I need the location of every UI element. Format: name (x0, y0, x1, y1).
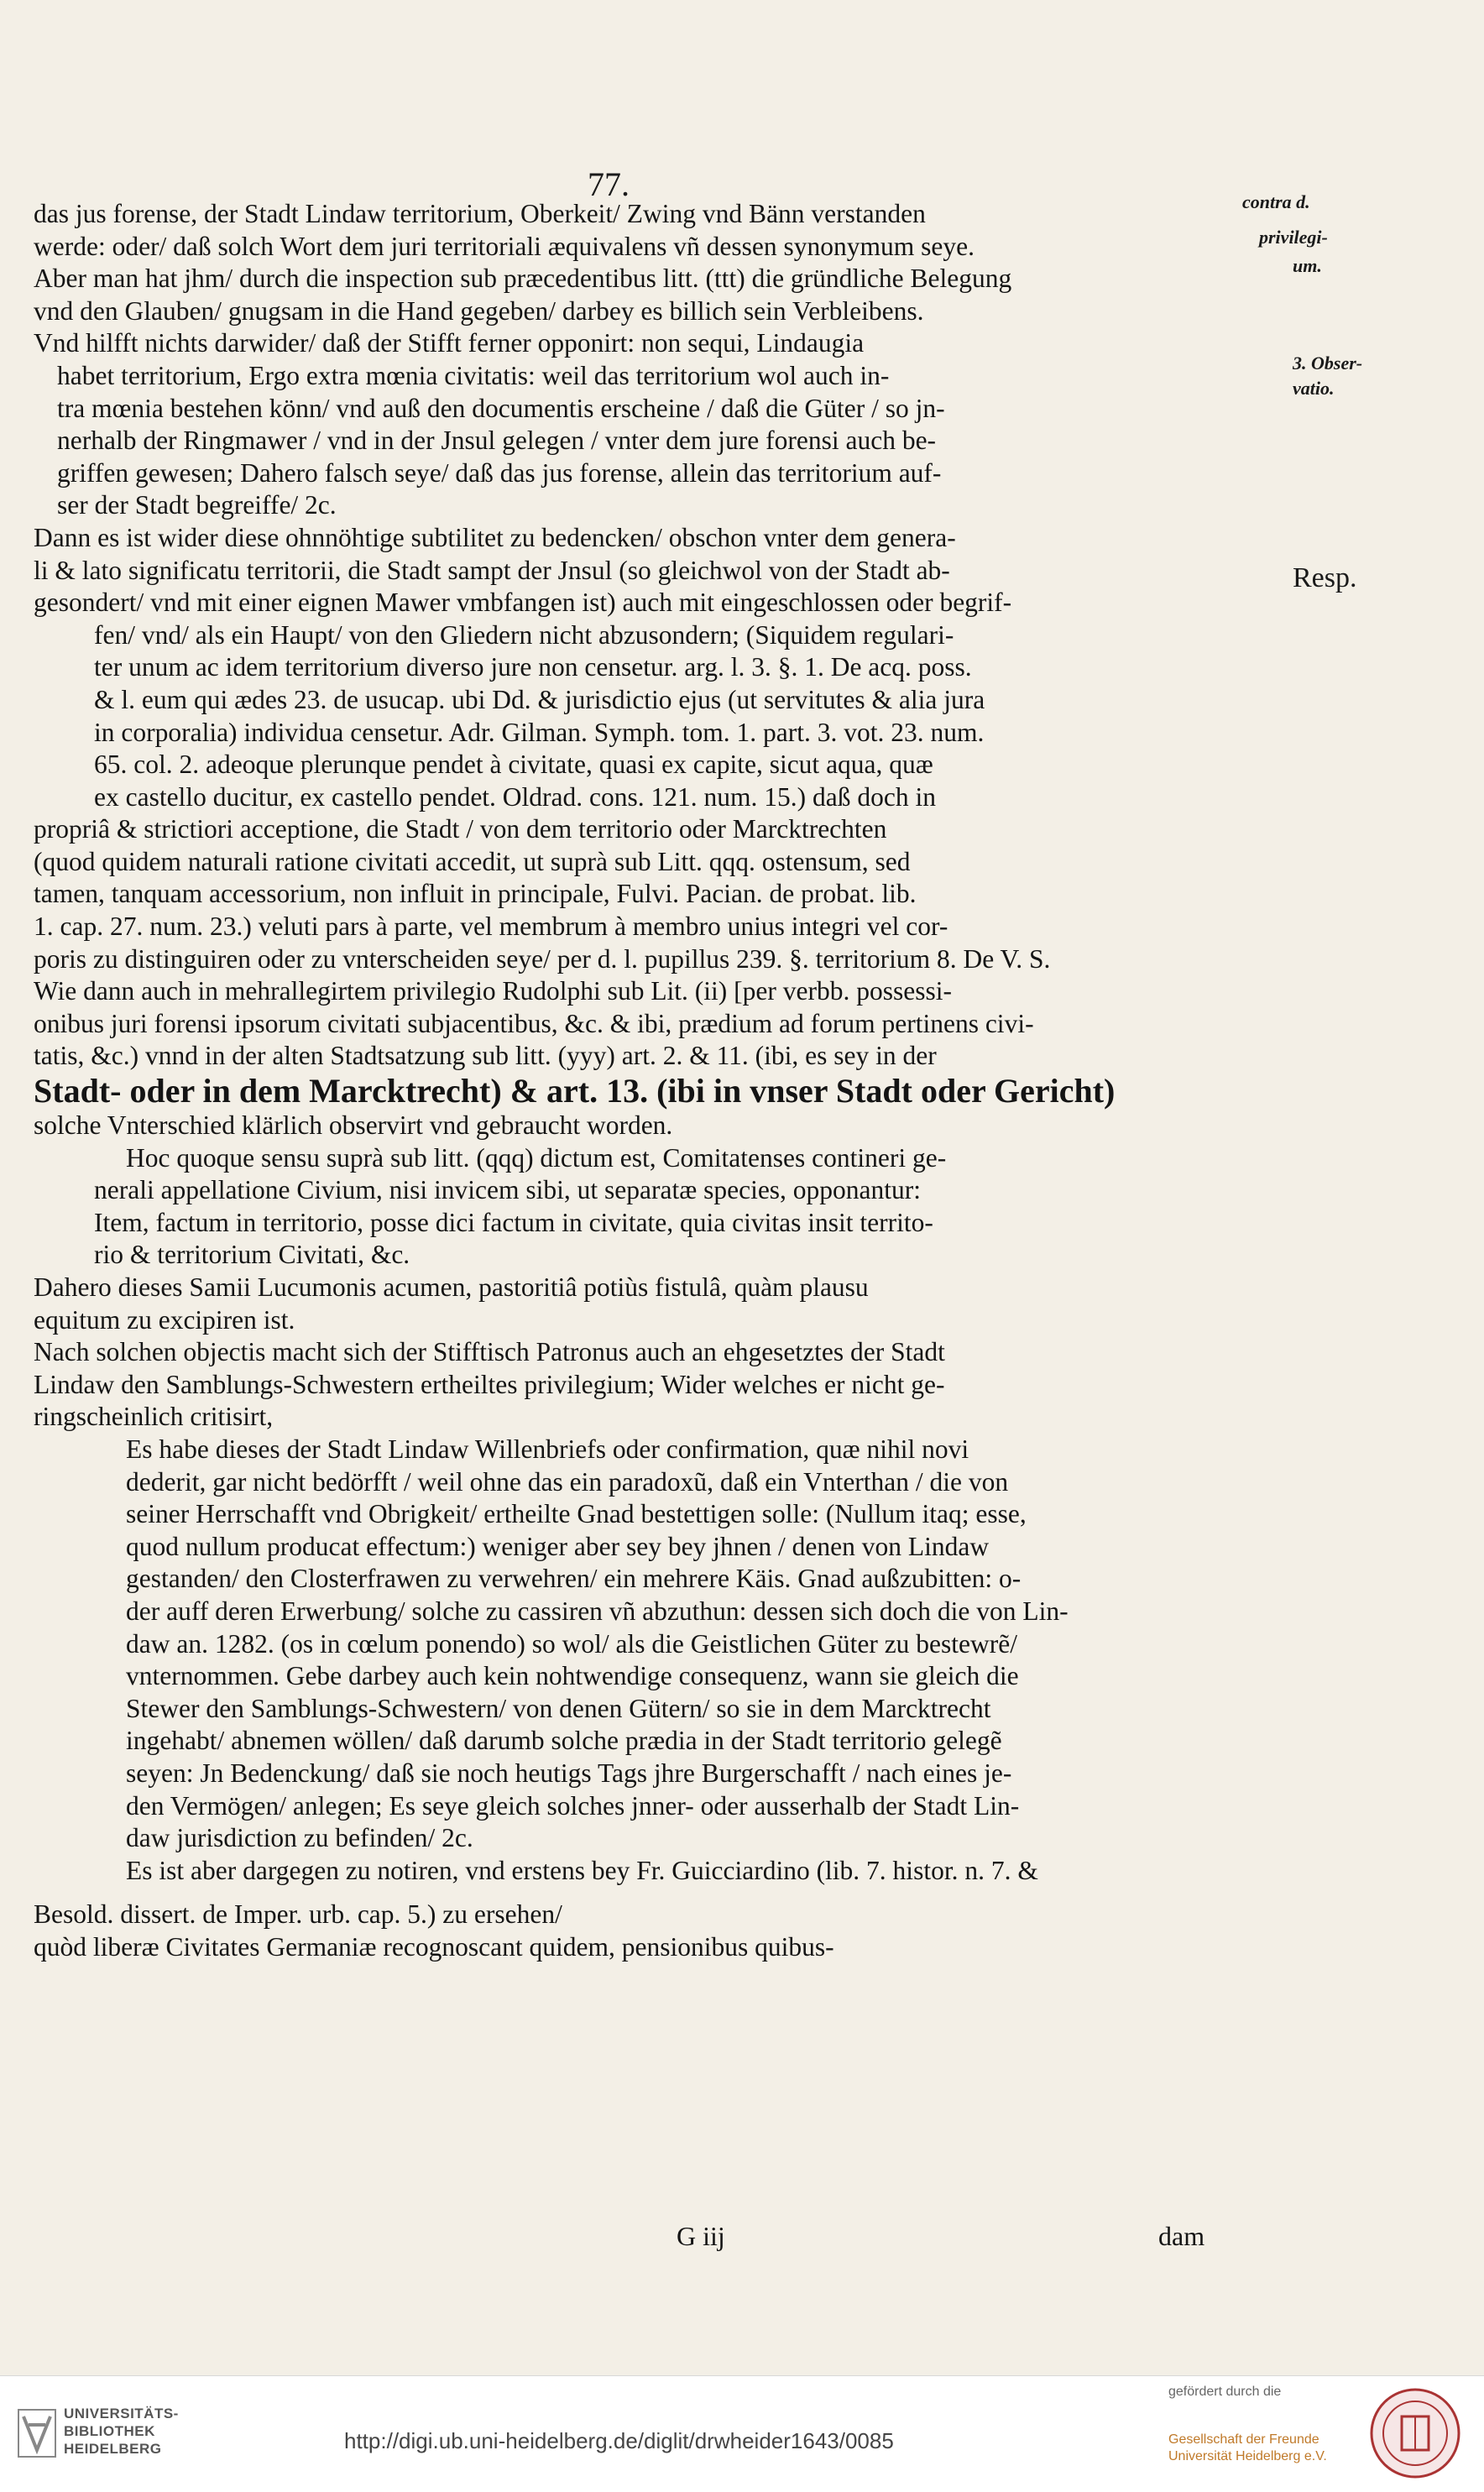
text-line: werde: oder/ daß solch Wort dem juri territoriali æquivalens vñ dessen synonymum seye. (34, 231, 975, 261)
text-line: daw an. 1282. (os in cœlum ponendo) so wol/ als die Geistlichen Güter zu bestewrẽ/ (126, 1628, 1018, 1659)
text-line: Stewer den Samblungs-Schwestern/ von denen Gütern/ so sie in dem Marcktrecht (126, 1693, 991, 1723)
text-line: 1. cap. 27. num. 23.) veluti pars à parte, vel membrum à membro unius integri vel cor- (34, 912, 948, 942)
library-logo-icon (15, 2406, 59, 2460)
library-name (64, 2405, 179, 2458)
text-line: quod nullum producat effectum:) weniger aber sey bey jhnen / denen von Lindaw (126, 1531, 990, 1561)
text-line: ter unum ac idem territorium diverso jure non censetur. arg. l. 3. §. 1. De acq. poss. (94, 652, 972, 682)
text-line: Besold. dissert. de Imper. urb. cap. 5.) zu ersehen/ (34, 1899, 562, 1930)
text-line: tamen, tanquam accessorium, non influit in principale, Fulvi. Pacian. de probat. lib. (34, 879, 917, 909)
library-name-line: UNIVERSITÄTS- (64, 2406, 179, 2421)
text-line: ser der Stadt begreiffe/ 2c. (57, 490, 337, 520)
text-line: vnd den Glauben/ gnugsam in die Hand gegeben/ darbey es billich sein Verbleibens. (34, 295, 924, 326)
text-line: Vnd hilfft nichts darwider/ daß der Stifft ferner opponirt: non sequi, Lindaugia (34, 328, 865, 358)
sponsor-name-line: Universität Heidelberg e.V. (1168, 2449, 1327, 2463)
permalink-url[interactable]: http://digi.ub.uni-heidelberg.de/diglit/drwheider1643/0085 (344, 2428, 894, 2453)
sponsor-label: gefördert durch die (1168, 2385, 1282, 2399)
marginal-note-vatio: vatio. (1293, 378, 1335, 399)
text-line: gesondert/ vnd mit einer eignen Mawer vmbfangen ist) auch mit eingeschlossen oder begrif- (34, 588, 1012, 618)
text-line: ringscheinlich critisirt, (34, 1402, 274, 1432)
text-line: daw jurisdiction zu befinden/ 2c. (126, 1823, 473, 1853)
text-line: seiner Herrschafft vnd Obrigkeit/ ertheilte Gnad bestettigen solle: (Nullum itaq; esse, (126, 1499, 1027, 1529)
text-line: den Vermögen/ anlegen; Es seye gleich solches jnner- oder ausserhalb der Stadt Lin- (126, 1790, 1020, 1821)
text-line: Aber man hat jhm/ durch die inspection sub præcedentibus litt. (ttt) die gründliche Belegung (34, 264, 1012, 294)
text-line: seyen: Jn Bedenckung/ daß sie noch heutigs Tags jhre Burgerschafft / nach eines je- (126, 1758, 1012, 1788)
text-line: onibus juri forensi ipsorum civitati subjacentibus, &c. & ibi, prædium ad forum pertinens civi- (34, 1008, 1034, 1038)
page-number: 77. (588, 165, 630, 203)
text-line: quòd liberæ Civitates Germaniæ recognoscant quidem, pensionibus quibus- (34, 1931, 834, 1962)
viewer-footer (0, 2375, 1484, 2492)
text-line: propriâ & strictiori acceptione, die Stadt / von dem territorio oder Marcktrechten (34, 814, 887, 844)
text-line: dederit, gar nicht bedörfft / weil ohne das ein paradoxũ, daß ein Vnterthan / die von (126, 1466, 1009, 1497)
text-line: Es ist aber dargegen zu notiren, vnd erstens bey Fr. Guicciardino (lib. 7. histor. n. 7. & (126, 1855, 1038, 1885)
text-line: poris zu distinguiren oder zu vnterscheiden seye/ per d. l. pupillus 239. §. territorium 8. De V. S. (34, 943, 1051, 974)
sponsor-name-line: Gesellschaft der Freunde (1168, 2432, 1319, 2447)
text-line: ex castello ducitur, ex castello pendet. Oldrad. cons. 121. num. 15.) daß doch in (94, 781, 936, 812)
text-line: habet territorium, Ergo extra mœnia civitatis: weil das territorium wol auch in- (57, 360, 890, 390)
text-line: 65. col. 2. adeoque plerunque pendet à civitate, quasi ex capite, sicut aqua, quæ (94, 750, 933, 780)
body-text (34, 198, 1326, 1996)
text-line: Item, factum in territorio, posse dici factum in civitate, quia civitas insit territo- (94, 1207, 933, 1237)
text-line: (quod quidem naturali ratione civitati accedit, ut suprà sub Litt. qqq. ostensum, sed (34, 846, 911, 876)
sponsor-name (1168, 2432, 1327, 2465)
library-name-line: BIBLIOTHEK (64, 2423, 155, 2439)
text-line: Es habe dieses der Stadt Lindaw Willenbriefs oder confirmation, quæ nihil novi (126, 1434, 969, 1464)
catchword: dam (1158, 2221, 1205, 2251)
text-line: vnternommen. Gebe darbey auch kein nohtwendige consequenz, wann sie gleich die (126, 1661, 1019, 1691)
text-line: gestanden/ den Closterfrawen zu verwehren/ ein mehrere Käis. Gnad außzubitten: o- (126, 1564, 1022, 1594)
signature-mark: G iij (677, 2221, 725, 2251)
library-name-line: HEIDELBERG (64, 2441, 162, 2457)
marginal-note-observatio: 3. Obser- (1293, 353, 1363, 374)
text-line: Wie dann auch in mehrallegirtem privilegio Rudolphi sub Lit. (ii) [per verbb. possessi- (34, 976, 952, 1006)
text-line: rio & territorium Civitati, &c. (94, 1240, 410, 1270)
text-line: Dahero dieses Samii Lucumonis acumen, pastoritiâ potiùs fistulâ, quàm plausu (34, 1272, 869, 1302)
text-line: nerhalb der Ringmawer / vnd in der Jnsul gelegen / vnter dem jure forensi auch be- (57, 426, 937, 456)
marginal-note-contra: contra d. (1242, 191, 1310, 212)
text-line: Nach solchen objectis macht sich der Stifftisch Patronus auch an ehgesetztes der Stadt (34, 1337, 945, 1367)
text-line: der auff deren Erwerbung/ solche zu cassiren vñ abzuthun: dessen sich doch die von Lin- (126, 1596, 1069, 1626)
text-line: equitum zu excipiren ist. (34, 1304, 295, 1335)
marginal-note-um: um. (1293, 255, 1322, 276)
text-line: Lindaw den Samblungs-Schwestern ertheiltes privilegium; Wider welches er nicht ge- (34, 1369, 945, 1399)
university-seal-icon (1368, 2386, 1462, 2480)
text-line: & l. eum qui ædes 23. de usucap. ubi Dd. & jurisdictio ejus (ut servitutes & alia jura (94, 684, 985, 714)
text-line: Hoc quoque sensu suprà sub litt. (qqq) dictum est, Comitatenses contineri ge- (126, 1142, 947, 1173)
text-line: das jus forense, der Stadt Lindaw territorium, Oberkeit/ Zwing vnd Bänn verstanden (34, 199, 926, 228)
text-line: nerali appellatione Civium, nisi invicem sibi, ut separatæ species, opponantur: (94, 1175, 922, 1205)
text-line: fen/ vnd/ als ein Haupt/ von den Gliedern nicht abzusondern; (Siquidem regulari- (94, 619, 954, 650)
text-line (34, 1963, 1326, 1996)
marginal-note-privilegium: privilegi- (1259, 227, 1328, 248)
text-line: Dann es ist wider diese ohnnöhtige subtilitet zu bedencken/ obschon vnter dem genera- (34, 522, 956, 552)
text-line-emphasis: Stadt- oder in dem Marcktrecht) & art. 13. (ibi in vnser Stadt oder Gericht) (34, 1073, 1116, 1110)
text-line: griffen gewesen; Dahero falsch seye/ daß das jus forense, allein das territorium auf- (57, 457, 942, 488)
marginal-note-resp: Resp. (1293, 562, 1357, 593)
text-line: tra mœnia bestehen könn/ vnd auß den documentis erscheine / daß die Güter / so jn- (57, 393, 945, 423)
text-line: in corporalia) individua censetur. Adr. Gilman. Symph. tom. 1. part. 3. vot. 23. num. (94, 717, 985, 747)
text-line: tatis, &c.) vnnd in der alten Stadtsatzung sub litt. (yyy) art. 2. & 11. (ibi, es sey in der (34, 1041, 937, 1071)
text-line: solche Vnterschied klärlich observirt vnd gebraucht worden. (34, 1110, 673, 1141)
text-line: ingehabt/ abnemen wöllen/ daß darumb solche prædia in der Stadt territorio gelegẽ (126, 1726, 1002, 1756)
text-line: li & lato significatu territorii, die Stadt sampt der Jnsul (so gleichwol von der Stadt ab- (34, 555, 950, 585)
